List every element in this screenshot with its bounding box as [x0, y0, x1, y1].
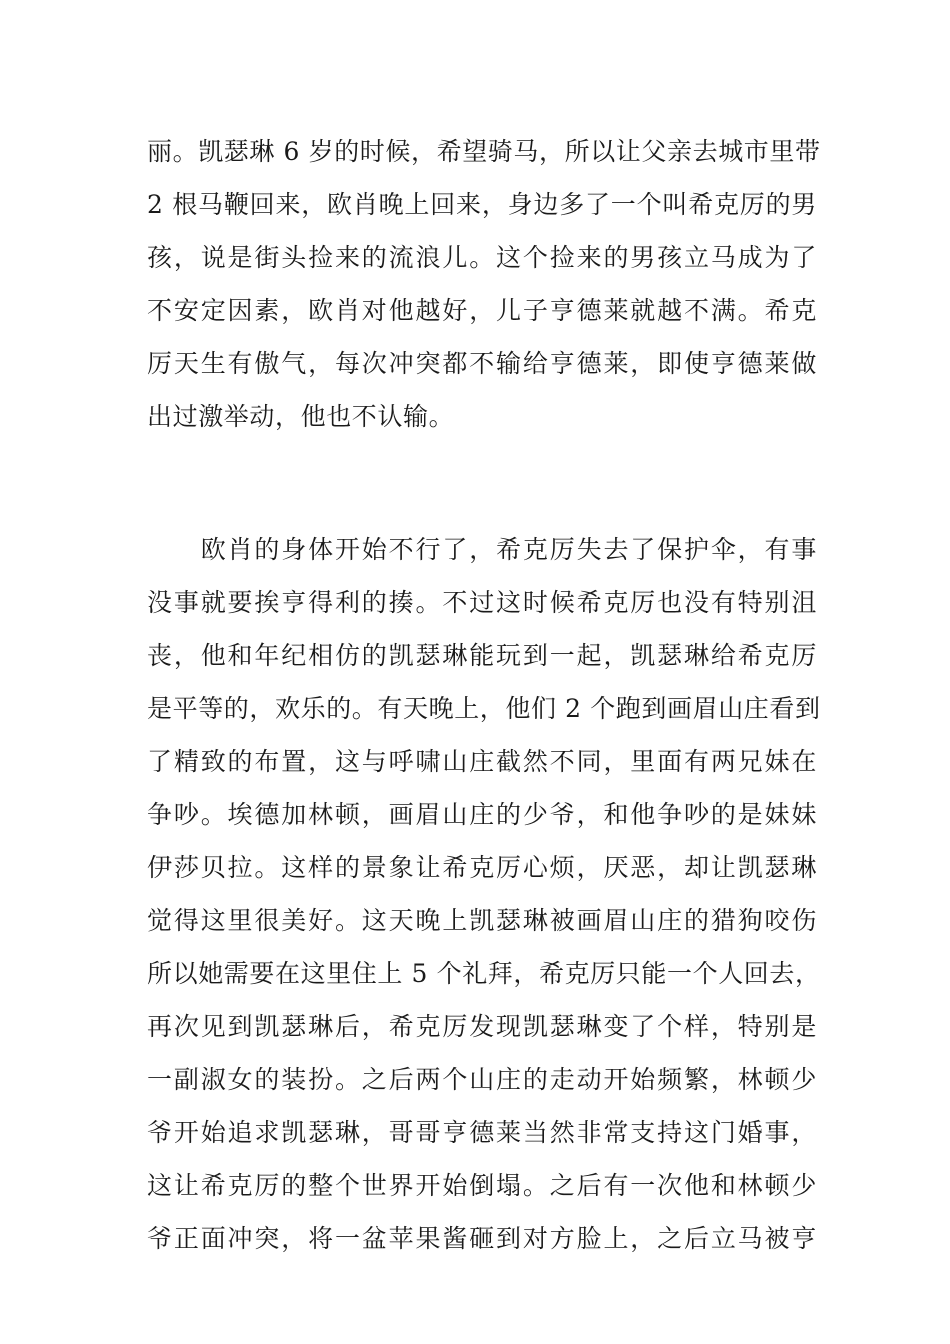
paragraph-2-line: 爷正面冲突，将一盆苹果酱砸到对方脸上，之后立马被亨 — [147, 1224, 817, 1253]
paragraph-1-line: 孩，说是街头捡来的流浪儿。这个捡来的男孩立马成为了 — [147, 243, 817, 272]
paragraph-2-line: 一副淑女的装扮。之后两个山庄的走动开始频繁，林顿少 — [147, 1065, 817, 1094]
paragraph-2-line: 再次见到凯瑟琳后，希克厉发现凯瑟琳变了个样，特别是 — [147, 1012, 817, 1041]
paragraph-1-line: 出过激举动，他也不认输。 — [147, 402, 455, 431]
paragraph-2-line: 伊莎贝拉。这样的景象让希克厉心烦，厌恶，却让凯瑟琳 — [147, 853, 817, 882]
paragraph-1-line: 不安定因素，欧肖对他越好，儿子亨德莱就越不满。希克 — [147, 296, 817, 325]
paragraph-1-line: 厉天生有傲气，每次冲突都不输给亨德莱，即使亨德莱做 — [147, 349, 817, 378]
paragraph-1 — [147, 125, 821, 443]
paragraph-2-line: 是平等的，欢乐的。有天晚上，他们 2 个跑到画眉山庄看到 — [147, 694, 821, 723]
paragraph-1-line: 丽。凯瑟琳 6 岁的时候，希望骑马，所以让父亲去城市里带 — [147, 137, 821, 166]
paragraph-2-line: 没事就要挨亨得利的揍。不过这时候希克厉也没有特别沮 — [147, 588, 817, 617]
paragraph-2-line: 欧肖的身体开始不行了，希克厉失去了保护伞，有事 — [147, 535, 817, 564]
paragraph-2-line: 觉得这里很美好。这天晚上凯瑟琳被画眉山庄的猎狗咬伤 — [147, 906, 817, 935]
paragraph-2-line: 了精致的布置，这与呼啸山庄截然不同，里面有两兄妹在 — [147, 747, 817, 776]
paragraph-2 — [147, 523, 821, 1265]
paragraph-2-line: 争吵。埃德加林顿，画眉山庄的少爷，和他争吵的是妹妹 — [147, 800, 817, 829]
paragraph-2-line: 爷开始追求凯瑟琳，哥哥亨德莱当然非常支持这门婚事， — [147, 1118, 817, 1147]
paragraph-2-line: 所以她需要在这里住上 5 个礼拜，希克厉只能一个人回去， — [147, 959, 821, 988]
paragraph-2-line: 这让希克厉的整个世界开始倒塌。之后有一次他和林顿少 — [147, 1171, 817, 1200]
paragraph-1-line: 2 根马鞭回来，欧肖晚上回来，身边多了一个叫希克厉的男 — [147, 190, 817, 219]
paragraph-2-line: 丧，他和年纪相仿的凯瑟琳能玩到一起，凯瑟琳给希克厉 — [147, 641, 817, 670]
